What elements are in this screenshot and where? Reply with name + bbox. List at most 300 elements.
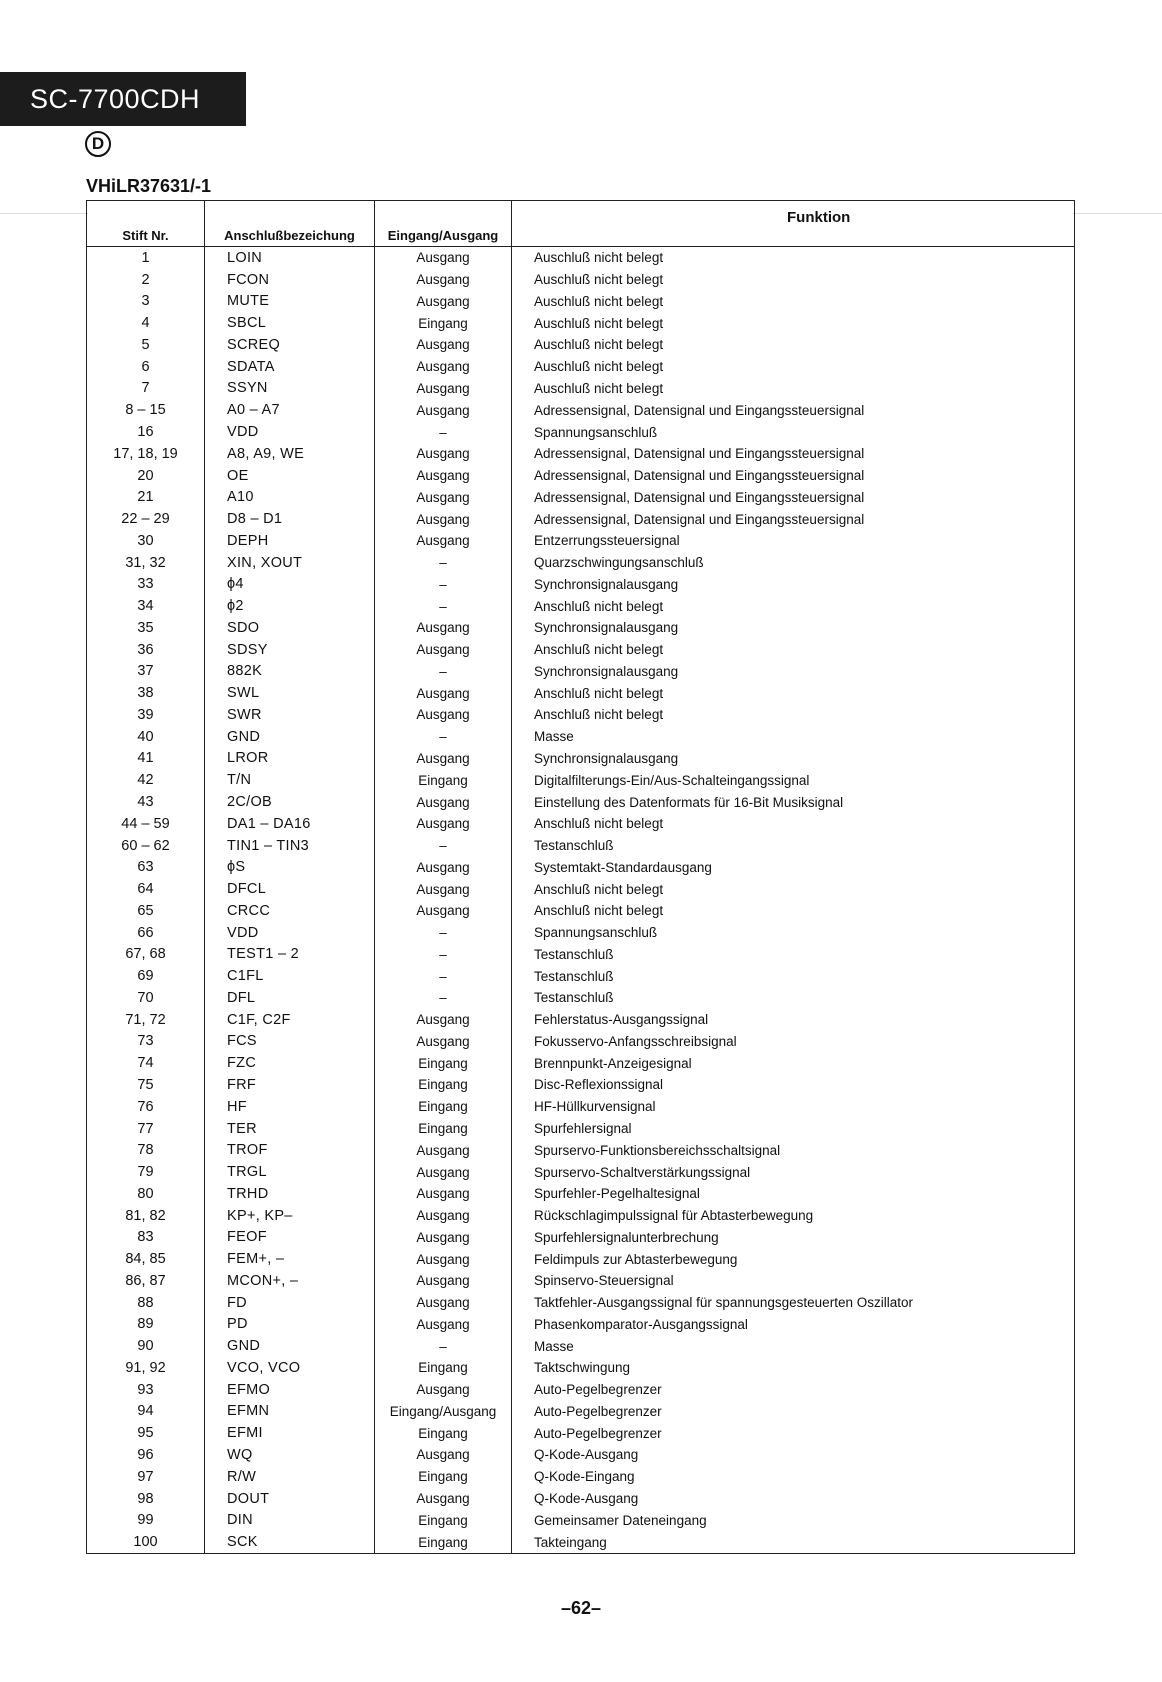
function-cell: Testanschluß (512, 965, 1075, 987)
name-cell: TRGL (205, 1161, 375, 1183)
name-cell: SDO (205, 617, 375, 639)
io-cell: – (375, 421, 512, 443)
name-cell: D8 – D1 (205, 508, 375, 530)
pin-cell: 31, 32 (125, 554, 166, 571)
name-cell: A8, A9, WE (205, 443, 375, 465)
model-badge: SC-7700CDH (0, 72, 246, 126)
table-row (87, 1074, 1075, 1096)
name-cell: MCON+, – (205, 1270, 375, 1292)
table-row (87, 595, 1075, 617)
table-row (87, 900, 1075, 922)
table-row (87, 356, 1075, 378)
io-cell: Eingang (375, 1074, 512, 1096)
table-row (87, 617, 1075, 639)
pin-cell: 100 (133, 1534, 158, 1551)
pin-cell: 93 (137, 1381, 154, 1398)
function-cell: Takteingang (512, 1531, 1075, 1553)
name-cell: KP+, KP– (205, 1205, 375, 1227)
pin-cell: 97 (137, 1468, 154, 1485)
pin-cell: 86, 87 (125, 1272, 166, 1289)
function-cell: Feldimpuls zur Abtasterbewegung (512, 1248, 1075, 1270)
function-cell: Testanschluß (512, 944, 1075, 966)
name-cell: LROR (205, 748, 375, 770)
table-row (87, 1118, 1075, 1140)
name-cell: TEST1 – 2 (205, 944, 375, 966)
function-cell: Anschluß nicht belegt (512, 813, 1075, 835)
io-cell: Ausgang (375, 1379, 512, 1401)
function-cell: Disc-Reflexionssignal (512, 1074, 1075, 1096)
table-row (87, 421, 1075, 443)
col-header-name: Anschlußbezeichung (205, 201, 375, 247)
name-cell: FEM+, – (205, 1248, 375, 1270)
io-cell: Ausgang (375, 1314, 512, 1336)
name-cell: 882K (205, 661, 375, 683)
pin-cell: 77 (137, 1120, 154, 1137)
name-cell: TER (205, 1118, 375, 1140)
pin-cell: 20 (137, 467, 154, 484)
io-cell: Ausgang (375, 1226, 512, 1248)
name-cell: DIN (205, 1509, 375, 1531)
pin-cell: 90 (137, 1338, 154, 1355)
table-row (87, 726, 1075, 748)
pin-cell: 98 (137, 1490, 154, 1507)
pin-cell: 17, 18, 19 (113, 445, 178, 462)
region-mark: D (85, 131, 111, 157)
name-cell: DA1 – DA16 (205, 813, 375, 835)
pin-cell: 36 (137, 641, 154, 658)
pin-cell: 3 (141, 293, 150, 310)
pin-cell: 71, 72 (125, 1011, 166, 1028)
table-row (87, 399, 1075, 421)
function-cell: Auschluß nicht belegt (512, 356, 1075, 378)
name-cell: TROF (205, 1139, 375, 1161)
io-cell: – (375, 661, 512, 683)
name-cell: GND (205, 1335, 375, 1357)
io-cell: Ausgang (375, 443, 512, 465)
function-cell: Taktschwingung (512, 1357, 1075, 1379)
io-cell: Ausgang (375, 269, 512, 291)
name-cell: SBCL (205, 312, 375, 334)
io-cell: – (375, 987, 512, 1009)
name-cell: SSYN (205, 378, 375, 400)
table-row (87, 682, 1075, 704)
pin-cell: 30 (137, 532, 154, 549)
function-cell: Synchronsignalausgang (512, 661, 1075, 683)
function-cell: Q-Kode-Eingang (512, 1466, 1075, 1488)
function-cell: Auschluß nicht belegt (512, 291, 1075, 313)
io-cell: Ausgang (375, 378, 512, 400)
table-row (87, 965, 1075, 987)
name-cell: T/N (205, 769, 375, 791)
function-cell: HF-Hüllkurvensignal (512, 1096, 1075, 1118)
table-row (87, 508, 1075, 530)
io-cell: Ausgang (375, 878, 512, 900)
pin-cell: 42 (137, 772, 154, 789)
io-cell: – (375, 965, 512, 987)
function-cell: Fokusservo-Anfangsschreibsignal (512, 1031, 1075, 1053)
name-cell: C1F, C2F (205, 1009, 375, 1031)
function-cell: Rückschlagimpulssignal für Abtasterbewegung (512, 1205, 1075, 1227)
function-cell: Spurservo-Funktionsbereichsschaltsignal (512, 1139, 1075, 1161)
pin-cell: 21 (137, 489, 154, 506)
pin-cell: 81, 82 (125, 1207, 166, 1224)
name-cell: SDSY (205, 639, 375, 661)
table-row (87, 639, 1075, 661)
table-row (87, 1335, 1075, 1357)
name-cell: TRHD (205, 1183, 375, 1205)
io-cell: Ausgang (375, 530, 512, 552)
io-cell: Ausgang (375, 465, 512, 487)
table-row (87, 291, 1075, 313)
pin-cell: 5 (141, 336, 150, 353)
table-row (87, 1509, 1075, 1531)
io-cell: Ausgang (375, 1488, 512, 1510)
function-cell: Spannungsanschluß (512, 421, 1075, 443)
col-header-function: Funktion (512, 201, 1075, 247)
function-cell: Digitalfilterungs-Ein/Aus-Schalteingangssignal (512, 769, 1075, 791)
io-cell: – (375, 552, 512, 574)
io-cell: Ausgang (375, 508, 512, 530)
name-cell: CRCC (205, 900, 375, 922)
table-row (87, 835, 1075, 857)
pin-cell: 63 (137, 859, 154, 876)
table-row (87, 769, 1075, 791)
table-row (87, 922, 1075, 944)
col-header-pin: Stift Nr. (87, 201, 205, 247)
function-cell: Systemtakt-Standardausgang (512, 856, 1075, 878)
table-row (87, 334, 1075, 356)
table-row (87, 661, 1075, 683)
io-cell: Ausgang (375, 1183, 512, 1205)
function-cell: Anschluß nicht belegt (512, 639, 1075, 661)
table-row (87, 1401, 1075, 1423)
pin-cell: 89 (137, 1316, 154, 1333)
name-cell: C1FL (205, 965, 375, 987)
divider-left (0, 213, 88, 214)
io-cell: Eingang (375, 1509, 512, 1531)
io-cell: Ausgang (375, 704, 512, 726)
name-cell: SDATA (205, 356, 375, 378)
pin-cell: 66 (137, 924, 154, 941)
pin-cell: 80 (137, 1185, 154, 1202)
name-cell: HF (205, 1096, 375, 1118)
io-cell: Eingang (375, 312, 512, 334)
function-cell: Adressensignal, Datensignal und Eingangssteuersignal (512, 443, 1075, 465)
function-cell: Auto-Pegelbegrenzer (512, 1379, 1075, 1401)
name-cell: A0 – A7 (205, 399, 375, 421)
table-row (87, 748, 1075, 770)
table-row (87, 247, 1075, 269)
function-cell: Auschluß nicht belegt (512, 247, 1075, 269)
function-cell: Anschluß nicht belegt (512, 682, 1075, 704)
io-cell: Ausgang (375, 1161, 512, 1183)
pin-cell: 60 – 62 (121, 837, 170, 854)
io-cell: Eingang (375, 1422, 512, 1444)
name-cell: DFL (205, 987, 375, 1009)
io-cell: Ausgang (375, 900, 512, 922)
name-cell: GND (205, 726, 375, 748)
function-cell: Adressensignal, Datensignal und Eingangssteuersignal (512, 486, 1075, 508)
function-cell: Anschluß nicht belegt (512, 900, 1075, 922)
table-row (87, 1248, 1075, 1270)
io-cell: Ausgang (375, 1031, 512, 1053)
table-row (87, 443, 1075, 465)
pin-cell: 78 (137, 1142, 154, 1159)
table-row (87, 573, 1075, 595)
table-row (87, 486, 1075, 508)
function-cell: Spinservo-Steuersignal (512, 1270, 1075, 1292)
pin-cell: 75 (137, 1076, 154, 1093)
table-row (87, 552, 1075, 574)
table-row (87, 312, 1075, 334)
table-row (87, 1096, 1075, 1118)
table-row (87, 378, 1075, 400)
io-cell: Ausgang (375, 291, 512, 313)
pin-cell: 73 (137, 1033, 154, 1050)
table-row (87, 1444, 1075, 1466)
pin-cell: 95 (137, 1425, 154, 1442)
table-row (87, 1314, 1075, 1336)
io-cell: Eingang (375, 1096, 512, 1118)
function-cell: Masse (512, 1335, 1075, 1357)
table-row (87, 1052, 1075, 1074)
pin-cell: 4 (141, 315, 150, 332)
pin-cell: 37 (137, 663, 154, 680)
name-cell: SCK (205, 1531, 375, 1553)
name-cell: VCO, VCO (205, 1357, 375, 1379)
name-cell: MUTE (205, 291, 375, 313)
pin-cell: 70 (137, 989, 154, 1006)
function-cell: Entzerrungssteuersignal (512, 530, 1075, 552)
function-cell: Brennpunkt-Anzeigesignal (512, 1052, 1075, 1074)
table-row (87, 1205, 1075, 1227)
pin-cell: 2 (141, 271, 150, 288)
function-cell: Adressensignal, Datensignal und Eingangssteuersignal (512, 399, 1075, 421)
table-row (87, 1031, 1075, 1053)
name-cell: FCON (205, 269, 375, 291)
pin-cell: 22 – 29 (121, 511, 170, 528)
function-cell: Synchronsignalausgang (512, 748, 1075, 770)
table-row (87, 944, 1075, 966)
name-cell: A10 (205, 486, 375, 508)
io-cell: Ausgang (375, 813, 512, 835)
function-cell: Q-Kode-Ausgang (512, 1488, 1075, 1510)
pin-cell: 35 (137, 619, 154, 636)
io-cell: Ausgang (375, 1205, 512, 1227)
io-cell: – (375, 1335, 512, 1357)
function-cell: Spurfehlersignal (512, 1118, 1075, 1140)
function-cell: Quarzschwingungsanschluß (512, 552, 1075, 574)
name-cell: FD (205, 1292, 375, 1314)
table-row (87, 1488, 1075, 1510)
name-cell: OE (205, 465, 375, 487)
col-header-io: Eingang/Ausgang (375, 201, 512, 247)
table-row (87, 1270, 1075, 1292)
pin-cell: 38 (137, 685, 154, 702)
name-cell: ϕS (205, 856, 375, 878)
pin-table-body (87, 247, 1075, 1554)
io-cell: Eingang (375, 1357, 512, 1379)
io-cell: Ausgang (375, 1009, 512, 1031)
pin-cell: 88 (137, 1294, 154, 1311)
io-cell: Eingang/Ausgang (375, 1401, 512, 1423)
io-cell: Ausgang (375, 1248, 512, 1270)
pin-cell: 69 (137, 968, 154, 985)
pin-cell: 6 (141, 358, 150, 375)
function-cell: Q-Kode-Ausgang (512, 1444, 1075, 1466)
function-cell: Auto-Pegelbegrenzer (512, 1401, 1075, 1423)
table-row (87, 813, 1075, 835)
table-row (87, 791, 1075, 813)
io-cell: Ausgang (375, 1139, 512, 1161)
pin-cell: 39 (137, 706, 154, 723)
pin-cell: 43 (137, 794, 154, 811)
function-cell: Spurfehler-Pegelhaltesignal (512, 1183, 1075, 1205)
table-row (87, 1139, 1075, 1161)
pin-cell: 91, 92 (125, 1359, 166, 1376)
function-cell: Auschluß nicht belegt (512, 378, 1075, 400)
io-cell: – (375, 726, 512, 748)
pin-cell: 74 (137, 1055, 154, 1072)
function-cell: Spannungsanschluß (512, 922, 1075, 944)
pin-cell: 1 (141, 249, 150, 266)
table-row (87, 1009, 1075, 1031)
io-cell: – (375, 944, 512, 966)
pin-cell: 40 (137, 728, 154, 745)
function-cell: Gemeinsamer Dateneingang (512, 1509, 1075, 1531)
table-row (87, 1292, 1075, 1314)
pin-cell: 83 (137, 1229, 154, 1246)
io-cell: – (375, 922, 512, 944)
name-cell: TIN1 – TIN3 (205, 835, 375, 857)
function-cell: Anschluß nicht belegt (512, 878, 1075, 900)
function-cell: Auschluß nicht belegt (512, 269, 1075, 291)
name-cell: SWR (205, 704, 375, 726)
name-cell: DEPH (205, 530, 375, 552)
name-cell: VDD (205, 421, 375, 443)
function-cell: Adressensignal, Datensignal und Eingangssteuersignal (512, 508, 1075, 530)
name-cell: LOIN (205, 247, 375, 269)
io-cell: Ausgang (375, 682, 512, 704)
table-row (87, 1357, 1075, 1379)
table-row (87, 878, 1075, 900)
table-row (87, 1226, 1075, 1248)
table-row (87, 1531, 1075, 1553)
table-row (87, 856, 1075, 878)
io-cell: Ausgang (375, 748, 512, 770)
function-cell: Taktfehler-Ausgangssignal für spannungsgesteuerten Oszillator (512, 1292, 1075, 1314)
io-cell: Eingang (375, 1466, 512, 1488)
name-cell: XIN, XOUT (205, 552, 375, 574)
name-cell: SCREQ (205, 334, 375, 356)
function-cell: Spurservo-Schaltverstärkungssignal (512, 1161, 1075, 1183)
io-cell: Ausgang (375, 334, 512, 356)
function-cell: Auto-Pegelbegrenzer (512, 1422, 1075, 1444)
io-cell: Ausgang (375, 617, 512, 639)
io-cell: Ausgang (375, 486, 512, 508)
pin-cell: 16 (137, 424, 154, 440)
function-cell: Adressensignal, Datensignal und Eingangssteuersignal (512, 465, 1075, 487)
function-cell: Anschluß nicht belegt (512, 704, 1075, 726)
table-row (87, 1183, 1075, 1205)
table-row (87, 1379, 1075, 1401)
name-cell: EFMI (205, 1422, 375, 1444)
table-row (87, 704, 1075, 726)
page-number: –62– (560, 1598, 602, 1618)
pin-cell: 41 (137, 750, 154, 767)
io-cell: Eingang (375, 1052, 512, 1074)
pin-cell: 64 (137, 881, 154, 898)
name-cell: FEOF (205, 1226, 375, 1248)
pin-cell: 44 – 59 (121, 815, 170, 832)
name-cell: ϕ2 (205, 595, 375, 617)
pin-cell: 34 (137, 598, 154, 615)
io-cell: – (375, 595, 512, 617)
name-cell: SWL (205, 682, 375, 704)
name-cell: EFMO (205, 1379, 375, 1401)
io-cell: Ausgang (375, 856, 512, 878)
pin-cell: 99 (137, 1512, 154, 1529)
pin-cell: 33 (137, 576, 154, 593)
function-cell: Auschluß nicht belegt (512, 334, 1075, 356)
function-cell: Auschluß nicht belegt (512, 312, 1075, 334)
function-cell: Masse (512, 726, 1075, 748)
io-cell: – (375, 835, 512, 857)
pin-cell: 96 (137, 1446, 154, 1463)
io-cell: Ausgang (375, 399, 512, 421)
function-cell: Synchronsignalausgang (512, 617, 1075, 639)
name-cell: FCS (205, 1031, 375, 1053)
table-row (87, 269, 1075, 291)
function-cell: Phasenkomparator-Ausgangssignal (512, 1314, 1075, 1336)
name-cell: FZC (205, 1052, 375, 1074)
pin-cell: 65 (137, 902, 154, 919)
function-cell: Fehlerstatus-Ausgangssignal (512, 1009, 1075, 1031)
pin-cell: 94 (137, 1403, 154, 1420)
pin-cell: 67, 68 (125, 946, 166, 963)
divider-right (1073, 213, 1162, 214)
io-cell: Ausgang (375, 356, 512, 378)
ic-identifier: VHiLR37631/-1 (86, 176, 212, 196)
name-cell: FRF (205, 1074, 375, 1096)
pin-cell: 76 (137, 1098, 154, 1115)
pin-cell: 84, 85 (125, 1251, 166, 1268)
name-cell: ϕ4 (205, 573, 375, 595)
function-cell: Spurfehlersignalunterbrechung (512, 1226, 1075, 1248)
table-row (87, 987, 1075, 1009)
table-header-row (87, 201, 1075, 247)
name-cell: DFCL (205, 878, 375, 900)
io-cell: Ausgang (375, 1292, 512, 1314)
table-row (87, 1161, 1075, 1183)
table-row (87, 1466, 1075, 1488)
pin-table (86, 200, 1075, 1554)
function-cell: Testanschluß (512, 835, 1075, 857)
function-cell: Anschluß nicht belegt (512, 595, 1075, 617)
io-cell: Ausgang (375, 247, 512, 269)
io-cell: Eingang (375, 1531, 512, 1553)
io-cell: Eingang (375, 769, 512, 791)
table-row (87, 1422, 1075, 1444)
io-cell: Eingang (375, 1118, 512, 1140)
io-cell: – (375, 573, 512, 595)
pin-cell: 8 – 15 (125, 402, 166, 419)
table-row (87, 530, 1075, 552)
name-cell: DOUT (205, 1488, 375, 1510)
pin-cell: 79 (137, 1164, 154, 1181)
name-cell: VDD (205, 922, 375, 944)
io-cell: Ausgang (375, 639, 512, 661)
